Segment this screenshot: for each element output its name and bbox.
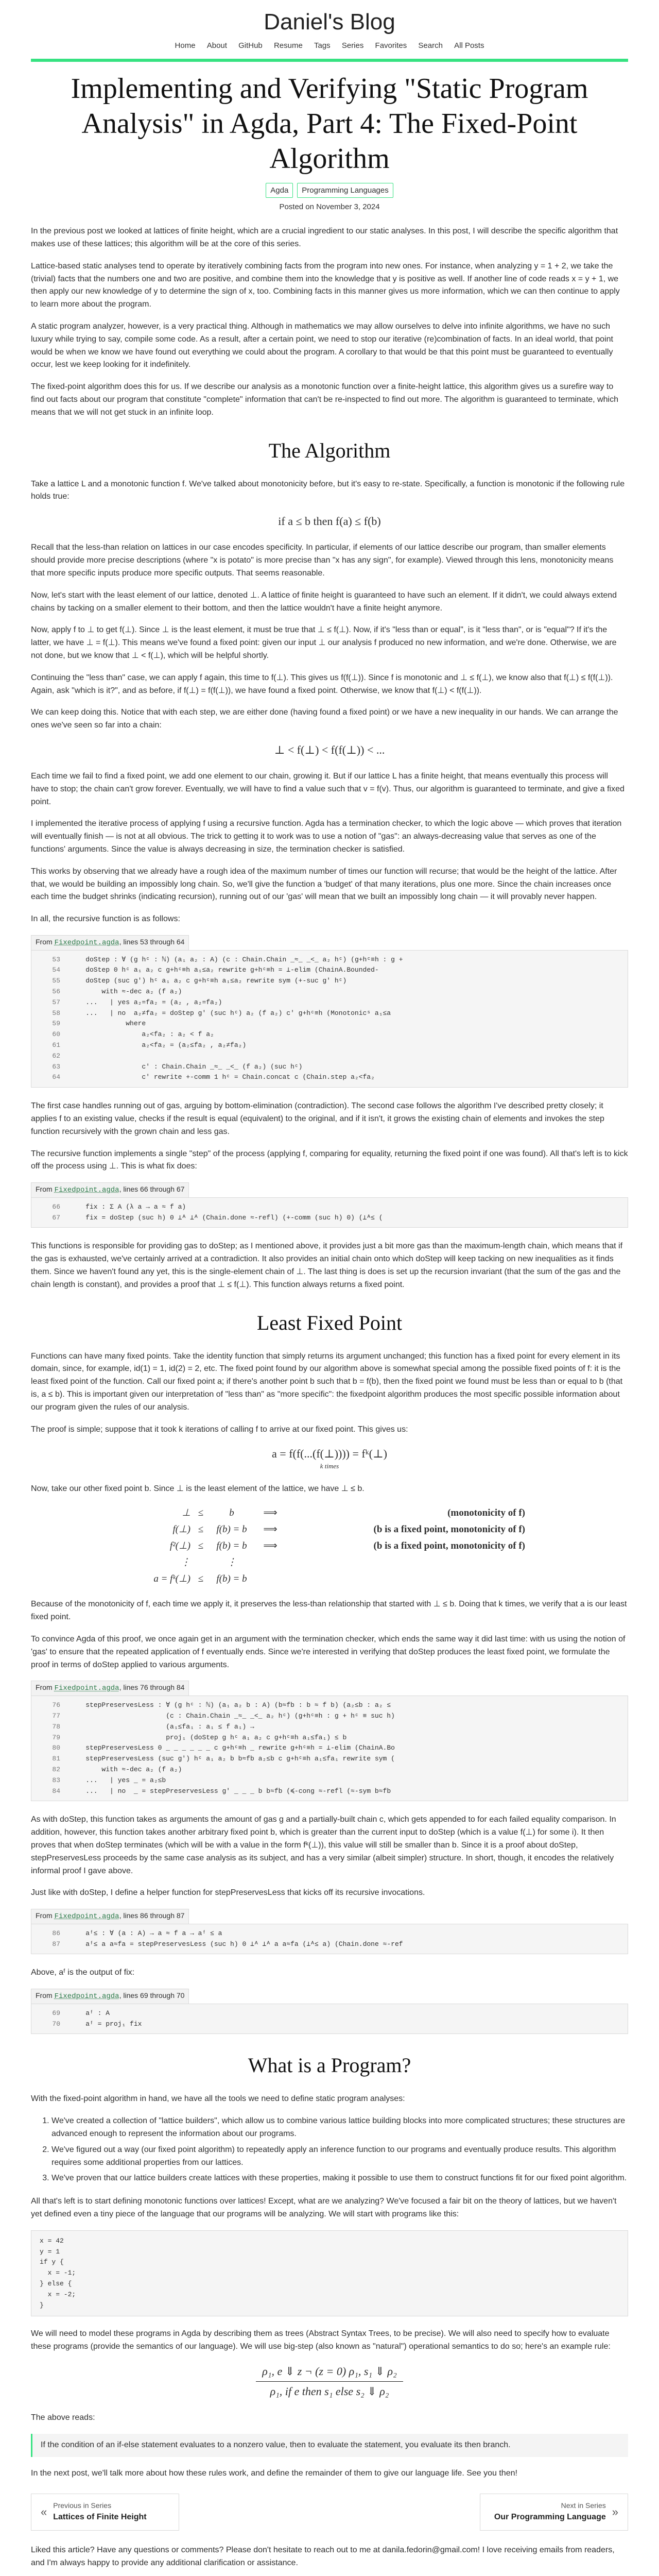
inequality-row <box>134 1537 525 1554</box>
code-lines: lines 53 through 64 <box>123 937 185 946</box>
nav-about[interactable]: About <box>206 41 227 50</box>
nav-favorites[interactable]: Favorites <box>375 41 407 50</box>
code-line <box>31 1928 628 1939</box>
nav-home[interactable]: Home <box>175 41 196 50</box>
paragraph: This works by observing that we already have a rough idea of the maximum number of times our function will recurse; that would be the height of the lattice. After that, we would be building an impossibly long chain. So, we'll give the function a 'budget' of that many iterations, plus one more. Since the chain increases once each time the budget shrinks (indicating recursion), running out of our 'gas' will mean that we built an impossibly long chain — it will provably never happen. <box>31 867 617 902</box>
inequality-row <box>134 1570 525 1587</box>
code-line <box>31 965 628 976</box>
code-text: aᶠ : A <box>70 2009 110 2017</box>
code-text: aᶠ≤ a a≈fa = stepPreservesLess (suc h) 0 ⊥ᴬ ⊥ᴬ a a≈fa (⊥ᴬ≤ a) (Chain.done ≈-ref <box>70 1940 403 1948</box>
chevron-left-icon: « <box>41 2505 47 2518</box>
code-text: ... | yes a₂=fa₂ = (a₂ , a₂=fa₂) <box>70 998 222 1006</box>
code-text: with ≈-dec a₂ (f a₂) <box>70 988 182 996</box>
code-file-link[interactable]: Fixedpoint.agda <box>54 938 119 947</box>
code-lines: lines 69 through 70 <box>123 1991 185 2000</box>
post-header <box>31 71 628 213</box>
section-heading-program: What is a Program? <box>248 2054 411 2077</box>
inequality-cell: f(b) = b <box>216 1540 247 1551</box>
inequality-cell: ⋮ <box>227 1556 237 1568</box>
paragraph: The proof is simple; suppose that it took k iterations of calling f to arrive at our fixed point. This gives us: <box>31 1425 408 1434</box>
code-lines: lines 86 through 87 <box>123 1911 185 1920</box>
inequality-cell: (monotonicity of f) <box>447 1507 525 1518</box>
code-line <box>31 1754 628 1765</box>
paragraph: I implemented the iterative process of applying f using a recursive function. Agda has a termination checker, to which the logic above — which proves that iteration will eventually finish — is not at all obvious. The trick to getting it to work was to use a notion of "gas": an always-decreasing value that serves as one of the functions' arguments. Since the value is always decreasing in size, the termination checker is satisfied. <box>31 819 622 854</box>
line-number: 60 <box>52 1030 60 1039</box>
line-number: 59 <box>52 1020 60 1028</box>
code-text: proj₁ (doStep g hᶜ a₁ a₂ c g+hᶜ≡h a₁≤fa₁) ≤ b <box>70 1733 347 1741</box>
site-header <box>31 0 628 52</box>
code-text: doStep 0 hᶜ a₁ a₂ c g+hᶜ≡h a₁≤a₂ rewrite g+hᶜ≡h = ⊥-elim (ChainA.Bounded- <box>70 966 379 974</box>
code-text: stepPreservesLess 0 _ _ _ _ _ _ c g+hᶜ≡h _ rewrite g+hᶜ≡h = ⊥-elim (ChainA.Bo <box>70 1744 395 1752</box>
nav-series[interactable]: Series <box>341 41 364 50</box>
inequality-cell: ≤ <box>198 1573 204 1584</box>
posted-date: Posted on November 3, 2024 <box>279 202 380 212</box>
inequality-cell: ⟹ <box>263 1540 278 1551</box>
code-file-link[interactable]: Fixedpoint.agda <box>54 1186 119 1195</box>
code-text: c' rewrite +-comm 1 hᶜ = Chain.concat c (Chain.step a₂<fa₂ <box>70 1073 375 1081</box>
code-text: c' : Chain.Chain _≈_ _<_ (f a₂) (suc hᶜ) <box>70 1062 303 1071</box>
intro-paragraph: The fixed-point algorithm does this for us. If we describe our analysis as a monotonic function over a finite-height lattice, this algorithm gives us a surefire way to find out facts about our program that constitute "complete" information that can't be re-inspected to find out more. The algorithm is guaranteed to terminate, which means that we will not get stuck in an infinite loop. <box>31 382 618 417</box>
prev-title: Lattices of Finite Height <box>53 2513 147 2522</box>
chevron-right-icon: » <box>612 2505 618 2518</box>
intro-paragraph: Lattice-based static analyses tend to operate by iteratively combining facts from the program into new ones. For instance, when analyzing y = 1 + 2, we take the (trivial) facts that the numbers one and two are positive, and combine them into the knowledge that y is positive as well. If another line of code reads x = y + 1, we then apply our new knowledge of y to determine the sign of x, too. Combining facts in this manner gives us more information, which we can then continue to apply to learn more about the program. <box>31 261 620 309</box>
callout-box: If the condition of an if-else statement evaluates to a nonzero value, then to evaluate the statement, you evaluate its then branch. <box>31 2434 628 2457</box>
code-text: doStep : ∀ (g hᶜ : ℕ) (a₁ a₂ : A) (c : Chain.Chain _≈_ _<_ a₂ hᶜ) (g+hᶜ≡h : g + <box>70 955 403 963</box>
section-heading-least: Least Fixed Point <box>256 1311 403 1334</box>
line-number: 55 <box>52 977 60 985</box>
paragraph: Just like with doStep, I define a helper function for stepPreservesLess that kicks off its recursive invocations. <box>31 1888 425 1897</box>
code-line <box>31 1733 628 1743</box>
code-line <box>31 1722 628 1733</box>
least-equation <box>31 1445 628 1471</box>
paragraph: Now, apply f to ⊥ to get f(⊥). Since ⊥ is the least element, it must be true that ⊥ ≤ f(⊥). Now, if it's "less than or equal", is it "less than", or is "equal"? If it's the latter, we have ⊥ = f(⊥). This means we've found a fixed point: given our input ⊥ our analysis f produced no new information, and we're done. Otherwise, we are not done, but we know that ⊥ < f(⊥), which will be helpful shortly. <box>31 625 617 660</box>
inequality-cell: ⊥ <box>182 1507 190 1518</box>
nav-github[interactable]: GitHub <box>238 41 263 50</box>
section-heading-algorithm: The Algorithm <box>268 438 391 462</box>
code-line <box>31 1775 628 1786</box>
code-block-dostep <box>31 935 628 1088</box>
code-text: a₂<fa₂ = (a₂≤fa₂ , a₂≠fa₂) <box>70 1041 247 1049</box>
line-number: 66 <box>52 1202 60 1211</box>
code-text: ... | no a₂≠fa₂ = doStep g' (suc hᶜ) a₂ (f a₂) c' g+hᶜ≡h (Monotonicˢ a₁≤a <box>70 1009 391 1017</box>
inequality-cell: (b is a fixed point, monotonicity of f) <box>373 1540 525 1551</box>
code-line <box>31 1743 628 1754</box>
code-text: aᶠ≤ : ∀ (a : A) → a ≈ f a → aᶠ ≤ a <box>70 1929 222 1937</box>
paragraph: Continuing the "less than" case, we can apply f again, this time to f(⊥). This gives us f(f(⊥)). Since f is monotonic and ⊥ ≤ f(⊥), we know also that f(⊥) ≤ f(f(⊥)). Again, ask "which is it?", and as before, if f(⊥) = f(f(⊥)), we have found a fixed point. Otherwise, we know that f(⊥) < f(f(⊥)). <box>31 673 613 695</box>
intro-paragraph: In the previous post we looked at lattices of finite height, which are a crucial ingredient to our static analyses. In this post, I will describe the specific algorithm that makes use of these lattices; this algorithm will be at the core of this series. <box>31 227 618 249</box>
inequality-row <box>134 1554 525 1570</box>
code-line <box>31 1008 628 1019</box>
paragraph: The above reads: <box>31 2413 95 2422</box>
line-number: 79 <box>52 1733 60 1741</box>
inequality-cell: ⟹ <box>263 1523 278 1535</box>
code-text: where <box>70 1020 146 1028</box>
paragraph: Functions can have many fixed points. Take the identity function that simply returns its argument unchanged; this function has a fixed point for every element in its domain, since, for example, id(1) = 1, id(2) = 2, etc. The fixed point found by our algorithm above is somewhat special among the possible fixed points of f: it is the least fixed point of the function. Call our fixed point a; if there's another point b such that b = f(b), then the fixed point we found must be less than or equal to b (that is, a ≤ b). This is important given our interpretation of "less than" as "more specific": the fixedpoint algorithm produces the most specific possible information about our program given the rules of our analysis. <box>31 1351 623 1412</box>
paragraph: To convince Agda of this proof, we once again get in an argument with the termination checker, which ends the same way it did last time: with us using the notion of 'gas' to ensure that the repeated application of f eventually ends. Since we're interested in verifying that doStep produces the least fixed point, we formulate the proof in terms of doStep applied to various arguments. <box>31 1635 626 1669</box>
code-text: fix = doStep (suc h) 0 ⊥ᴬ ⊥ᴬ (Chain.done ≈-refl) (+-comm (suc h) 0) (⊥ᴬ≤ ( <box>70 1213 383 1222</box>
line-number: 86 <box>52 1929 60 1937</box>
code-line <box>31 2019 628 2030</box>
line-number: 70 <box>52 2020 60 2028</box>
paragraph: The first case handles running out of gas, arguing by bottom-elimination (contradiction). The second case follows the algorithm I've described pretty closely; it applies f to an existing value, checks if the result is equal (equivalent) to the original, and if it isn't, it grows the existing chain of elements and invokes the step function recursively with the grown chain and less gas. <box>31 1101 604 1136</box>
inequality-row <box>134 1521 525 1537</box>
code-line <box>31 2008 628 2019</box>
prev-in-series-button[interactable] <box>31 2494 179 2531</box>
inequality-cell: (b is a fixed point, monotonicity of f) <box>373 1523 525 1535</box>
code-file-link[interactable]: Fixedpoint.agda <box>54 1992 119 2001</box>
code-caption: From Fixedpoint.agda, lines 53 through 64 <box>31 935 189 950</box>
line-number: 56 <box>52 988 60 996</box>
code-line <box>31 1062 628 1073</box>
numbered-list <box>31 2115 628 2185</box>
line-number: 63 <box>52 1062 60 1071</box>
code-line <box>31 1040 628 1051</box>
example-program: x = 42 y = 1 if y { x = -1; } else { x = -2; } <box>31 2230 628 2317</box>
line-number: 57 <box>52 998 60 1006</box>
code-block-af <box>31 1989 628 2034</box>
code-file-link[interactable]: Fixedpoint.agda <box>54 1684 119 1693</box>
line-number: 53 <box>52 955 60 963</box>
line-number: 62 <box>52 1052 60 1060</box>
top-nav <box>31 40 628 52</box>
code-listing <box>31 1197 628 1228</box>
code-text: ... | yes _ = a₂≤b <box>70 1776 166 1784</box>
paragraph: As with doStep, this function takes as arguments the amount of gas g and a partially-built chain c, which gets appended to for each failed equality comparison. In addition, however, this function takes another arbitrary fixed point b, which is greater than the current input to doStep (which is a value f(⊥) for some i). It then proves that when doStep terminates (which will be with a value in the form fᵏ(⊥)), this value will still be smaller than b. Since it is a proof about doStep, stepPreservesLess proceeds by the same case analysis as its subject, and has a very similar (albeit simpler) structure. In short, though, it encodes the relatively informal proof I gave above. <box>31 1815 616 1875</box>
paragraph: All that's left is to start defining monotonic functions over lattices! Except, what are we analyzing? We've focused a fair bit on the theory of lattices, but we haven't yet defined even a tiny piece of the language that our programs will be analyzing. We will start with programs like this: <box>31 2197 617 2219</box>
inequality-cell: ⋮ <box>181 1556 190 1568</box>
chain-formula: ⊥ < f(⊥) < f(f(⊥)) < ... <box>274 743 385 756</box>
paragraph: Above, aᶠ is the output of fix: <box>31 1968 135 1977</box>
monotonic-rule: if a ≤ b then f(a) ≤ f(b) <box>278 515 381 528</box>
site-title[interactable]: Daniel's Blog <box>264 9 395 35</box>
line-number: 84 <box>52 1787 60 1795</box>
intro-paragraph: A static program analyzer, however, is a very practical thing. Although in mathematics we may allow ourselves to delve into infinite algorithms, we have no such luxury while trying to say, compile some code. As a result, after a certain point, we need to stop our iterative (re)combination of facts. In an ideal world, that point would be when we know we have found out everything we could about the program. A corollary to that would be that this point must be guaranteed to eventually occur, lest we keep looking for it indefinitely. <box>31 322 613 369</box>
line-number: 87 <box>52 1940 60 1948</box>
inequality-row <box>134 1504 525 1521</box>
paragraph: With the fixed-point algorithm in hand, we have all the tools we need to define static program analyses: <box>31 2094 405 2104</box>
next-title: Our Programming Language <box>494 2513 606 2522</box>
code-block-stepPreservesLess <box>31 1681 628 1801</box>
line-number: 67 <box>52 1213 60 1222</box>
paragraph: We will need to model these programs in Agda by describing them as trees (Abstract Syntax Trees, to be precise). We will also need to specify how to evaluate these programs (provide the semantics of our language). We will use big-step (also known as "natural") operational semantics to do so; here's an example rule: <box>31 2329 611 2351</box>
code-text: stepPreservesLess : ∀ (g hᶜ : ℕ) (a₁ a₂ b : A) (b≈fb : b ≈ f b) (a₂≤b : a₂ ≤ <box>70 1701 391 1709</box>
line-number: 64 <box>52 1073 60 1081</box>
code-text: fix : Σ A (λ a → a ≈ f a) <box>70 1202 186 1211</box>
code-line <box>31 976 628 987</box>
code-listing <box>31 1924 628 1955</box>
code-line <box>31 1711 628 1722</box>
inequality-cell: f²(⊥) <box>169 1540 190 1551</box>
inequality-cell: f(b) = b <box>216 1523 247 1535</box>
code-block-fix <box>31 1182 628 1228</box>
code-lines: lines 76 through 84 <box>123 1683 185 1692</box>
code-caption: From Fixedpoint.agda, lines 76 through 84 <box>31 1681 189 1696</box>
paragraph: Now, take our other fixed point b. Since ⊥ is the least element of the lattice, we have ⊥ ≤ b. <box>31 1484 365 1493</box>
tag-programming-languages[interactable]: Programming Languages <box>297 183 393 198</box>
line-number: 77 <box>52 1711 60 1720</box>
least-equation-text: a = f(f(...(f(⊥)))) = fᵏ(⊥) <box>272 1447 387 1461</box>
inference-rule <box>31 2363 628 2400</box>
inequality-cell: ≤ <box>198 1523 204 1535</box>
next-in-series-button[interactable] <box>480 2494 628 2531</box>
line-number: 69 <box>52 2009 60 2017</box>
code-caption: From Fixedpoint.agda, lines 69 through 70 <box>31 1989 189 2004</box>
header-divider <box>31 59 628 62</box>
inequality-cell: ⟹ <box>263 1507 278 1518</box>
code-lines: lines 66 through 67 <box>123 1185 185 1194</box>
prev-label: Previous in Series <box>53 2501 112 2510</box>
list-item: 2. We've figured out a way (our fixed point algorithm) to repeatedly apply an inference function to our programs and eventually produce results. This algorithm requires some additional properties from our lattices. <box>51 2144 628 2170</box>
next-label: Next in Series <box>561 2501 606 2510</box>
code-line <box>31 1072 628 1083</box>
inequality-cell: ≤ <box>198 1507 204 1518</box>
code-text: (c : Chain.Chain _≈_ _<_ a₂ hᶜ) (g+hᶜ≡h : g + hᶜ ≡ suc h) <box>70 1711 395 1720</box>
series-navigation <box>31 2494 628 2531</box>
code-line <box>31 1051 628 1062</box>
least-equation-subscript: k times <box>320 1462 339 1470</box>
code-block-afle <box>31 1909 628 1954</box>
code-text <box>70 1051 628 1062</box>
code-line <box>31 1786 628 1797</box>
code-line <box>31 955 628 965</box>
code-line <box>31 1202 628 1213</box>
paragraph: We can keep doing this. Notice that with each step, we are either done (having found a fixed point) or we have a new inequality in our hands. We can arrange the ones we've seen so far into a chain: <box>31 708 618 730</box>
footer-note: Liked this article? Have any questions or comments? Please don't hesitate to reach out to me at danila.fedorin@gmail.com! I love receiving emails from readers, and I'm always happy to provide any additional clarification or assistance. <box>31 2546 615 2567</box>
code-line <box>31 1029 628 1040</box>
inequality-cell: ≤ <box>198 1540 204 1551</box>
inequality-cell: b <box>229 1507 234 1518</box>
paragraph: Now, let's start with the least element of our lattice, denoted ⊥. A lattice of finite height is guaranteed to have such an element. If it didn't, we could always extend chains by tacking on a smaller element to their bottom, and then the lattice wouldn't have a finite height anymore. <box>31 590 617 613</box>
line-number: 81 <box>52 1755 60 1763</box>
code-text: stepPreservesLess (suc g') hᶜ a₁ a₂ b b≈fb a₂≤b c g+hᶜ≡h a₁≤fa₁ rewrite sym ( <box>70 1755 395 1763</box>
paragraph: In all, the recursive function is as follows: <box>31 914 180 924</box>
code-text: a₂<fa₂ : a₂ < f a₂ <box>70 1030 214 1039</box>
inequality-cell: f(⊥) <box>172 1523 190 1535</box>
nav-search[interactable]: Search <box>418 41 443 50</box>
line-number: 78 <box>52 1722 60 1731</box>
code-text: with ≈-dec a₂ (f a₂) <box>70 1765 182 1773</box>
code-listing <box>31 1696 628 1801</box>
paragraph: Recall that the less-than relation on lattices in our case encodes specificity. In particular, if elements of our lattice describe our program, than smaller elements should provide more precise descriptions (where "x is potato" is more precise than "x has any sign", for example). Viewed through this lens, monotonicity means that more specific inputs produce more specific outputs. That seems reasonable. <box>31 543 614 578</box>
tag-list <box>266 183 393 198</box>
inequality-cell: f(b) = b <box>216 1573 247 1584</box>
paragraph: This functions is responsible for providing gas to doStep; as I mentioned above, it provides just a bit more gas than the maximum-length chain, which means that if the gas is exhausted, we've certainly arrived at a contradiction. It also provides an initial chain onto which doStep will keep tacking on new inequalities as it finds them. Since we haven't found any yet, this is the single-element chain of ⊥. The last thing is does is set up the recursion invariant (that the sum of the gas and the chain length is constant), and provides a proof that ⊥ ≤ f(⊥). This function always returns a fixed point. <box>31 1242 623 1289</box>
line-number: 61 <box>52 1041 60 1049</box>
paragraph: Each time we fail to find a fixed point, we add one element to our chain, growing it. But if our lattice L has a finite height, that means eventually this process will have to stop; the chain can't grow forever. Eventually, we will have to find a value such that v = f(v). Thus, our algorithm is guaranteed to terminate, and give a fixed point. <box>31 771 625 806</box>
code-line <box>31 1700 628 1711</box>
paragraph: Take a lattice L and a monotonic function f. We've talked about monotonicity before, but it's easy to re-state. Specifically, a function is monotonic if the following rule holds true: <box>31 479 625 501</box>
line-number: 80 <box>52 1744 60 1752</box>
list-item: 3. We've proven that our lattice builders create lattices with these properties, making it possible to use them to construct functions fit for our fixed point algorithm. <box>51 2172 628 2185</box>
post-title: Implementing and Verifying "Static Program Analysis" in Agda, Part 4: The Fixed-Point Algorithm <box>71 72 588 175</box>
inequality-cell: a = fᵏ(⊥) <box>153 1573 190 1584</box>
nav-resume[interactable]: Resume <box>273 41 303 50</box>
code-line <box>31 1213 628 1224</box>
nav-tags[interactable]: Tags <box>314 41 331 50</box>
code-line <box>31 997 628 1008</box>
code-caption: From Fixedpoint.agda, lines 66 through 67 <box>31 1182 189 1197</box>
rule-conclusion: ρ₁, if e then s₁ else s₂ ⇓ ρ₂ <box>270 2385 389 2398</box>
tag-agda[interactable]: Agda <box>266 183 293 198</box>
line-number: 54 <box>52 966 60 974</box>
code-line <box>31 1939 628 1950</box>
code-listing <box>31 950 628 1088</box>
code-line <box>31 987 628 997</box>
code-text: (a₁≤fa₁ : a₁ ≤ f a₁) → <box>70 1722 254 1731</box>
code-caption: From Fixedpoint.agda, lines 86 through 87 <box>31 1909 189 1924</box>
code-listing <box>31 2004 628 2035</box>
code-line <box>31 1019 628 1029</box>
line-number: 83 <box>52 1776 60 1784</box>
code-line <box>31 1765 628 1775</box>
rule-premises: ρ₁, e ⇓ z ¬ (z = 0) ρ₁, s₁ ⇓ ρ₂ <box>262 2365 397 2378</box>
inequality-array <box>134 1504 525 1587</box>
line-number: 58 <box>52 1009 60 1017</box>
list-item: 1. We've created a collection of "lattice builders", which allow us to combine various lattice building blocks into more complicated structures; these structures are advanced enough to represent the information about our programs. <box>51 2115 628 2141</box>
paragraph: In the next post, we'll talk more about how these rules work, and define the remainder of them to give our language life. See you then! <box>31 2468 517 2478</box>
code-file-link[interactable]: Fixedpoint.agda <box>54 1912 119 1921</box>
line-number: 76 <box>52 1701 60 1709</box>
code-text: doStep (suc g') hᶜ a₁ a₂ c g+hᶜ≡h a₁≤a₂ rewrite sym (+-suc g' hᶜ) <box>70 977 347 985</box>
code-text: aᶠ = proj₁ fix <box>70 2020 142 2028</box>
code-text: ... | no _ = stepPreservesLess g' _ _ _ b b≈fb (≼-cong ≈-refl (≈-sym b≈fb <box>70 1787 391 1795</box>
paragraph: Because of the monotonicity of f, each time we apply it, it preserves the less-than relationship that started with ⊥ ≤ b. Doing that k times, we verify that a is our least fixed point. <box>31 1600 627 1622</box>
nav-all-posts[interactable]: All Posts <box>454 41 484 50</box>
post-body <box>31 225 628 2569</box>
line-number: 82 <box>52 1765 60 1773</box>
paragraph: The recursive function implements a single "step" of the process (applying f, comparing for equality, returning the fixed point if one was found). All that's left is to kick off the process using ⊥. This is what fix does: <box>31 1149 628 1171</box>
